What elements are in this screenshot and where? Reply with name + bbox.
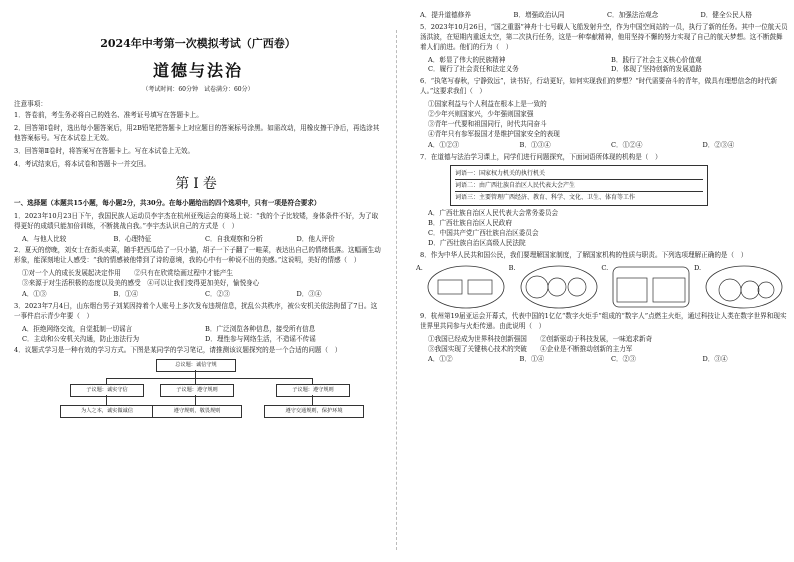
option: D．广西壮族自治区高级人民法院 [428,239,526,248]
term-item: 词语二：由广西壮族自治区人民代表大会产生 [455,180,703,192]
statement: ②少年兴则国家兴，少年强则国家强 [428,110,534,119]
connector [195,370,196,378]
term-item: 词语一：国家权力机关的执行机关 [455,168,703,180]
option-letter: B. [508,263,516,272]
connector [312,395,313,405]
option: B．①④ [113,289,139,298]
venn-diagram-a [424,264,506,310]
left-column [14,36,382,437]
right-column [416,10,788,367]
option: C．主动和公安机关沟通，防止违法行为 [22,334,140,343]
question-stem: 6．“执笔写春秋，宁静致远”，读书好，行动更好，如何实现我们的梦想？“时代需要奋斗的青年，做具有理想信念的时代新人。”这要求我们（ ） [420,77,778,96]
question-options [428,355,788,365]
term-item: 词语三：主要管理广西经济、教育、科学、文化、卫生、体育等工作 [455,194,636,202]
option: B．心理特征 [113,234,152,243]
statement: ③来源于对生活积极的态度以及美的感受 ④可以让我们变得更加美好，愉悦身心 [22,279,260,288]
diagram-leaf: 遵守规则，敬畏规则 [152,405,242,418]
option: C．履行了社会责任和法定义务 [428,65,519,74]
question-stem: 1．2023年10月23日下午，我国民族人运动员李宇杰在杭州亚残运会的赛场上说：“我的个子比较矮，身体条件不好，为了取得更好的成绩只能加倍训练，不断挑战自我。”李宇杰认识自己的方式是（ ） [14,211,379,230]
question-options [428,141,788,151]
diagram-subtopic: 子议题：遵守规则 [160,384,234,397]
notice-item: 3．回答第Ⅱ卷时，将答案写在答题卡上。写在本试卷上无效。 [14,147,195,156]
option-letter: C. [601,263,609,272]
diagram-subtopic: 子议题：诚实守信 [70,384,144,397]
subject-title: 道德与法治 [152,60,243,80]
option-letter: A. [416,263,423,272]
option: B．践行了社会主义核心价值观 [611,55,702,64]
option-letter: D. [693,263,702,272]
question-stem: 2．夏天的傍晚，刘女士在街头卖菜，随手把西瓜给了一只小猫，胡子一下子翻了一畦菜，表达出自己的情绪低落。这幅画生动形象，能深刻地让人感受：“我的情感被他带到了诗的意境，我的心中有一种说不出的美感。”这说明，美好的情感（ ） [14,246,381,265]
question-stem: 5．2023年10月26日，“国之重器”神舟十七号载人飞船发射升空，作为中国空间站的一员，执行了新的任务。其中一位航天员汤洪波，在短期内重返太空，第二次执行任务，这是一种奉献精神，他用坚持不懈的努力实现了自己的航天梦想。这不断鼓舞着人们前进。他们的行为（ ） [420,22,788,51]
option: B．①③④ [519,140,551,149]
option: A．①③ [22,289,47,298]
statement: ③我国实现了关键核心技术的突破 ④企业是不断推动创新的主力军 [428,344,633,353]
venn-option-a [416,263,506,310]
option: B．广西壮族自治区人民政府 [428,219,512,228]
option: C．②③ [611,355,636,364]
venn-option-b [508,263,599,310]
statement: ③青年一代要和祖国同行，时代共同奋斗 [428,119,547,128]
option: C．加强法治观念 [607,11,659,19]
section-heading: 一、选择题（本题共15小题，每小题2分，共30分。在每小题给出的四个选项中，只有一项是符合要求） [14,198,321,207]
question-options [428,56,788,76]
statement: ④青年只有参军报国才是维护国家安全的表现 [428,129,560,138]
option: B．①④ [519,355,545,364]
question-options [22,235,382,245]
notice-item: 1．答卷前，考生务必将自己的姓名、准考证号填写在答题卡上。 [14,111,203,120]
question-stem: 3．2023年7月4日，山东烟台男子刘某因持着个人账号上多次发布违规信息，扰乱公共秩序，被公安机关依法拘留了7日。这一事件启示青少年要（ ） [14,301,378,320]
statement: ①对一个人的成长发展起决定作用 ②只有在欣赏绘画过程中才能产生 [22,269,233,278]
notice-title: 注意事项： [14,99,47,108]
question-stem: 8．作为中华人民共和国公民，我们要理解国家制度，了解国家机构的性质与职责。下列选项理解正确的是（ ） [420,251,748,260]
statement: ①我国已经成为世界科技创新强国 ②创新驱动于科技发展，一味追求新奇 [428,334,653,343]
option: C．②③ [205,289,230,298]
venn-diagram-b [517,264,599,310]
connector [106,378,312,379]
option: D．他人评价 [296,234,335,243]
volume-title: 第Ⅰ卷 [175,175,221,192]
option: A．彰显了伟大的民族精神 [428,55,506,64]
option: D．理性参与网络生活，不造谣不传谣 [205,334,316,343]
option: D．健全公民人格 [700,11,752,19]
diagram-leaf: 为人之本，诚实做诚信 [60,405,154,418]
page-divider [396,30,397,550]
option: B．增强政治认同 [513,11,565,19]
option: A．与他人比较 [22,234,67,243]
option: D．③④ [702,355,728,364]
question-stem: 9．杭州第19届亚运会开幕式，代表中国的1亿亿“数字火炬手”组成的“数字人”点燃主火炬，通过科技让人类在数字世界和现实世界里共同参与火炬传递。由此说明（ ） [420,311,787,330]
option: D．③④ [296,289,322,298]
option: A．①② [428,355,453,364]
terms-box [450,165,708,206]
option: A．提升道德修养 [420,11,471,19]
question-options [22,325,382,345]
option: D．②③④ [702,140,735,149]
exam-info: （考试时间：60分钟 试卷满分：60分） [142,85,254,93]
venn-option-c [601,263,691,310]
venn-option-d [693,263,784,310]
option: A．①②③ [428,140,460,149]
venn-options [416,263,784,310]
connector [195,395,196,405]
option: C．自我观察和分析 [205,234,263,243]
question-stem: 4．议题式学习是一种有效的学习方式。下图是某同学的学习笔记，请推测该议题探究的是一个合适的问题（ ） [14,346,342,355]
question-options [22,290,382,300]
exam-title: 2024年中考第一次模拟考试（广西卷） [100,37,296,50]
option: B．广泛浏览各种信息，接受所有信息 [205,324,316,333]
venn-diagram-d [702,264,784,310]
question-options [420,11,788,21]
diagram-subtopic: 子议题：遵守规则 [276,384,350,397]
venn-diagram-c [609,264,691,310]
notice-item: 4．考试结束后，将本试卷和答题卡一并交回。 [14,159,151,168]
diagram-leaf: 遵守交通规则，保护环境 [264,405,364,418]
option: D．体现了坚持创新的发展道路 [611,65,703,74]
statement: ①国家利益与个人利益在根本上是一致的 [428,100,547,109]
study-notes-diagram [14,359,382,437]
connector [106,395,107,405]
notice-item: 2．回答第Ⅰ卷时，选出每小题答案后，用2B铅笔把答题卡上对应题目的答案标号涂黑。如需改动，用橡皮擦干净后，再选涂其他答案标号。写在本试卷上无效。 [14,124,380,143]
diagram-main-topic: 总议题：诚信守规 [156,359,236,372]
option: A．广西壮族自治区人民代表大会常务委员会 [428,209,559,218]
option: A．拒绝网络交流，自觉抵制一切谣言 [22,324,133,333]
question-stem: 7．在道德与法治学习课上，同学们进行问题探究，下面词语所体现的机构是（ ） [420,152,662,161]
option: C．①②④ [611,140,643,149]
option: C．中国共产党广西壮族自治区委员会 [428,229,539,238]
